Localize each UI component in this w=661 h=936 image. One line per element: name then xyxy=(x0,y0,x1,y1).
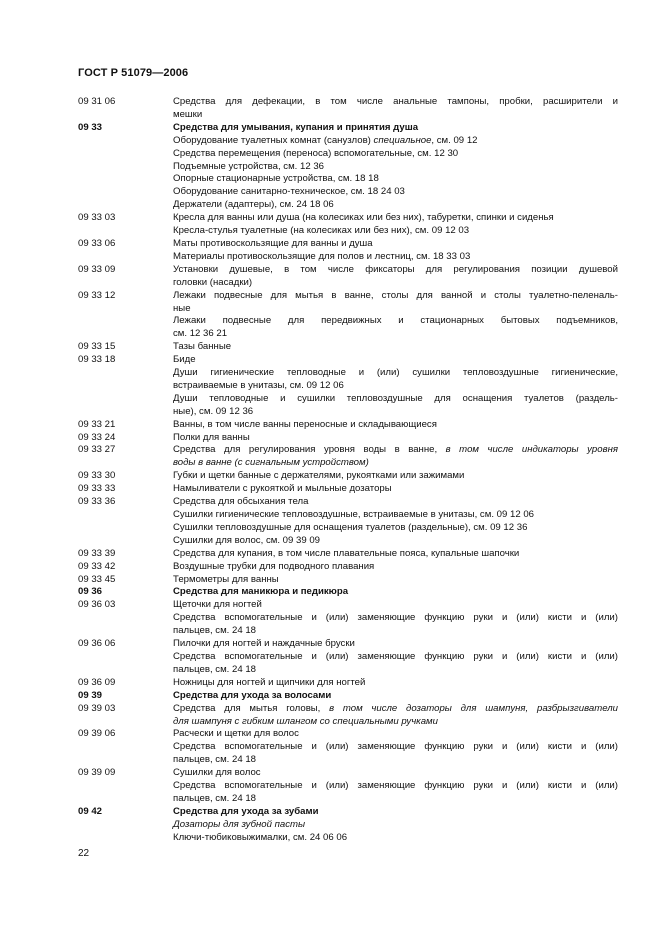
list-item xyxy=(78,96,618,122)
entry-code: 09 36 06 xyxy=(78,638,116,650)
entry-line-text: Термометры для ванны xyxy=(173,573,279,585)
entry-text xyxy=(173,212,618,238)
entry-text xyxy=(173,496,618,548)
entry-code: 09 36 xyxy=(78,586,103,598)
entry-code: 09 33 36 xyxy=(78,496,116,508)
page-number: 22 xyxy=(78,848,90,859)
entry-line xyxy=(173,225,618,238)
entry-line xyxy=(173,586,618,599)
entry-line xyxy=(173,522,618,535)
entry-code: 09 33 21 xyxy=(78,418,116,430)
entry-line-text: Опорные стационарные устройства, см. 18 18 xyxy=(173,173,379,185)
entry-line xyxy=(173,444,618,457)
entry-line xyxy=(173,96,618,109)
entry-line-italic: в том числе дозаторы для шампуня, разбрызгиватели xyxy=(329,702,618,714)
entry-line-text: пальцев, см. 24 18 xyxy=(173,754,257,766)
entry-line-text: Пилочки для ногтей и наждачные бруски xyxy=(173,638,355,650)
entry-line-text: Средства для регулирования уровня воды в ванне, xyxy=(173,444,446,456)
entry-line-text: пальцев, см. 24 18 xyxy=(173,663,257,675)
entry-line-text: Установки душевые, в том числе фиксаторы для регулирования позиции душевой xyxy=(173,263,618,275)
entry-line xyxy=(173,264,618,277)
list-item xyxy=(78,586,618,599)
entry-code: 09 33 18 xyxy=(78,354,116,366)
entry-line xyxy=(173,561,618,574)
entry-line-text: Держатели (адаптеры), см. 24 18 06 xyxy=(173,199,334,211)
entry-line-text: встраиваемые в унитазы, см. 09 12 06 xyxy=(173,379,344,391)
entry-line-text: пальцев, см. 24 18 xyxy=(173,792,257,804)
entry-line-text: Биде xyxy=(173,354,196,366)
entry-line xyxy=(173,341,618,354)
entry-code: 09 42 xyxy=(78,805,103,817)
entry-text xyxy=(173,561,618,574)
entry-line-text: Средства для умывания, купания и принятия душа xyxy=(173,121,419,133)
entry-line xyxy=(173,574,618,587)
entry-line-text: Средства для купания, в том числе плавательные пояса, купальные шапочки xyxy=(173,547,520,559)
entry-line xyxy=(173,496,618,509)
list-item xyxy=(78,354,618,419)
entry-line xyxy=(173,728,618,741)
list-item xyxy=(78,238,618,264)
entry-line-text: Средства перемещения (переноса) вспомогательные, см. 12 30 xyxy=(173,147,459,159)
entry-line-text: Маты противоскользящие для ванны и душа xyxy=(173,237,373,249)
entry-line-text: Лежаки подвесные для передвижных и стационарных бытовых подъемников, xyxy=(173,315,618,327)
entry-code: 09 33 27 xyxy=(78,444,116,456)
list-item xyxy=(78,122,618,212)
entry-line-text: Средства вспомогательные и (или) заменяющие функцию руки и (или) кисти и (или) xyxy=(173,741,618,753)
entry-text xyxy=(173,354,618,419)
list-item xyxy=(78,690,618,703)
list-item xyxy=(78,432,618,445)
entry-line-text: Ключи-тюбиковыжималки, см. 24 06 06 xyxy=(173,831,348,843)
list-item xyxy=(78,806,618,845)
entry-line-text: Средства для маникюра и педикюра xyxy=(173,586,349,598)
entry-line-text: ные xyxy=(173,302,191,314)
entry-text xyxy=(173,703,618,729)
entry-line-text: Подъемные устройства, см. 12 36 xyxy=(173,160,325,172)
entry-line-text: Сушилки тепловоздушные для оснащения туалетов (раздельные), см. 09 12 36 xyxy=(173,521,528,533)
entry-text xyxy=(173,483,618,496)
entry-line xyxy=(173,741,618,754)
entry-line xyxy=(173,290,618,303)
entry-line xyxy=(173,315,618,328)
entry-line-text: Средства вспомогательные и (или) заменяющие функцию руки и (или) кисти и (или) xyxy=(173,612,618,624)
entry-line-text: Сушилки для волос xyxy=(173,767,261,779)
entry-line-text: Средства для ухода за зубами xyxy=(173,805,319,817)
entry-line xyxy=(173,277,618,290)
entry-code: 09 33 42 xyxy=(78,560,116,572)
list-item xyxy=(78,728,618,767)
entry-text xyxy=(173,586,618,599)
entry-line-text: Души тепловодные и сушилки тепловоздушные для оснащения туалетов (раздель- xyxy=(173,392,618,404)
entry-line xyxy=(173,109,618,122)
entry-line xyxy=(173,793,618,806)
entry-line-italic: специальное xyxy=(373,134,432,146)
entry-line xyxy=(173,716,618,729)
entry-line-text: Лежаки подвесные для мытья в ванне, столы для ванной и столы туалетно-пеленаль- xyxy=(173,289,618,301)
document-header: ГОСТ Р 51079—2006 xyxy=(78,67,189,79)
entry-line xyxy=(173,651,618,664)
list-item xyxy=(78,677,618,690)
entry-line-text: Губки и щетки банные с держателями, рукоятками или зажимами xyxy=(173,470,465,482)
entry-line xyxy=(173,754,618,767)
entry-text xyxy=(173,548,618,561)
entry-line xyxy=(173,419,618,432)
entry-line xyxy=(173,677,618,690)
entry-line xyxy=(173,212,618,225)
entry-line xyxy=(173,690,618,703)
entry-line-text: ные), см. 09 12 36 xyxy=(173,405,254,417)
entry-line-text: Полки для ванны xyxy=(173,431,250,443)
list-item xyxy=(78,444,618,470)
entry-code: 09 39 03 xyxy=(78,702,116,714)
entry-line-text: Средства для мытья головы, xyxy=(173,702,330,714)
entry-line-italic: Дозаторы для зубной пасты xyxy=(173,818,306,830)
entry-line-text: головки (насадки) xyxy=(173,276,253,288)
entry-line-italic: в том числе индикаторы уровня xyxy=(445,444,618,456)
entry-line xyxy=(173,148,618,161)
entry-code: 09 31 06 xyxy=(78,96,116,107)
entry-line xyxy=(173,367,618,380)
entry-line xyxy=(173,819,618,832)
entry-text xyxy=(173,690,618,703)
entry-line xyxy=(173,599,618,612)
entry-line-text: Средства вспомогательные и (или) заменяющие функцию руки и (или) кисти и (или) xyxy=(173,650,618,662)
entry-line-text: Средства для ухода за волосами xyxy=(173,689,332,701)
entry-line xyxy=(173,406,618,419)
entry-line xyxy=(173,135,618,148)
entry-line-text: Души гигиенические тепловодные и (или) сушилки тепловоздушные гигиенические, xyxy=(173,367,618,379)
entry-text xyxy=(173,341,618,354)
entry-line xyxy=(173,432,618,445)
entry-line xyxy=(173,173,618,186)
list-item xyxy=(78,638,618,677)
entry-line-text: пальцев, см. 24 18 xyxy=(173,625,257,637)
list-item xyxy=(78,561,618,574)
entry-line xyxy=(173,509,618,522)
entry-line-text: Кресла-стулья туалетные (на колесиках или без них), см. 09 12 03 xyxy=(173,225,470,237)
entry-code: 09 33 15 xyxy=(78,341,116,353)
entry-line-text: Ванны, в том числе ванны переносные и складывающиеся xyxy=(173,418,437,430)
entry-line xyxy=(173,161,618,174)
list-item xyxy=(78,419,618,432)
entry-code: 09 33 30 xyxy=(78,470,116,482)
entry-line-text: Оборудование туалетных комнат (санузлов) xyxy=(173,134,374,146)
entry-line-text: Сушилки для волос, см. 09 39 09 xyxy=(173,534,321,546)
entry-line-text: Оборудование санитарно-техническое, см. 18 24 03 xyxy=(173,186,405,198)
entry-line-text: Средства вспомогательные и (или) заменяющие функцию руки и (или) кисти и (или) xyxy=(173,780,618,792)
entry-text xyxy=(173,444,618,470)
entry-code: 09 33 12 xyxy=(78,289,116,301)
entry-text xyxy=(173,264,618,290)
list-item xyxy=(78,767,618,806)
entry-line-italic: воды в ванне (с сигнальным устройством) xyxy=(173,457,369,469)
list-item xyxy=(78,574,618,587)
entry-code: 09 33 xyxy=(78,121,103,133)
entry-text xyxy=(173,419,618,432)
entry-line xyxy=(173,328,618,341)
entry-line-italic: для шампуня с гибким шлангом со специальными ручками xyxy=(173,715,438,727)
entry-line-text: Ножницы для ногтей и щипчики для ногтей xyxy=(173,676,366,688)
entry-line xyxy=(173,251,618,264)
entry-line xyxy=(173,703,618,716)
entry-text xyxy=(173,238,618,264)
entry-line xyxy=(173,625,618,638)
entry-line xyxy=(173,767,618,780)
entry-line xyxy=(173,483,618,496)
entry-text xyxy=(173,470,618,483)
entry-line-text: Средства для дефекации, в том числе анальные тампоны, пробки, расширители и xyxy=(173,96,618,107)
entry-line-text: Кресла для ванны или душа (на колесиках или без них), табуретки, спинки и сиденья xyxy=(173,212,554,224)
entry-text xyxy=(173,599,618,638)
entry-code: 09 33 03 xyxy=(78,212,116,224)
list-item xyxy=(78,290,618,342)
entry-text xyxy=(173,806,618,845)
entry-line-text: Средства для обсыхания тела xyxy=(173,496,309,508)
entry-line xyxy=(173,664,618,677)
list-item xyxy=(78,212,618,238)
entry-line xyxy=(173,638,618,651)
entry-line xyxy=(173,303,618,316)
entry-code: 09 33 06 xyxy=(78,237,116,249)
entry-code: 09 33 33 xyxy=(78,483,116,495)
entry-line-text: Расчески и щетки для волос xyxy=(173,728,299,740)
entry-code: 09 36 09 xyxy=(78,676,116,688)
entry-code: 09 39 xyxy=(78,689,103,701)
entry-line xyxy=(173,354,618,367)
entry-line-text: см. 12 36 21 xyxy=(173,328,228,340)
list-item xyxy=(78,264,618,290)
entry-line xyxy=(173,548,618,561)
list-item xyxy=(78,496,618,548)
entry-text xyxy=(173,574,618,587)
list-item xyxy=(78,483,618,496)
entry-line xyxy=(173,612,618,625)
list-item xyxy=(78,470,618,483)
entry-line xyxy=(173,535,618,548)
entry-code: 09 33 45 xyxy=(78,573,116,585)
entry-line xyxy=(173,470,618,483)
entry-code: 09 33 09 xyxy=(78,263,116,275)
entry-text xyxy=(173,96,618,122)
entry-line xyxy=(173,806,618,819)
entry-text xyxy=(173,290,618,342)
entry-text xyxy=(173,638,618,677)
entry-line xyxy=(173,186,618,199)
entry-text xyxy=(173,432,618,445)
entry-line-text: , см. 09 12 xyxy=(431,134,478,146)
entry-code: 09 39 09 xyxy=(78,767,116,779)
entry-line-text: Щеточки для ногтей xyxy=(173,599,262,611)
list-item xyxy=(78,703,618,729)
list-item xyxy=(78,341,618,354)
entry-text xyxy=(173,677,618,690)
entry-code: 09 39 06 xyxy=(78,728,116,740)
entry-line xyxy=(173,832,618,845)
entry-line xyxy=(173,393,618,406)
classification-list xyxy=(78,96,618,845)
entry-line xyxy=(173,457,618,470)
entry-line xyxy=(173,122,618,135)
list-item xyxy=(78,548,618,561)
entry-line xyxy=(173,238,618,251)
entry-line-text: Тазы банные xyxy=(173,341,232,353)
entry-line xyxy=(173,780,618,793)
entry-line-text: Воздушные трубки для подводного плавания xyxy=(173,560,375,572)
entry-text xyxy=(173,767,618,806)
entry-line-text: Материалы противоскользящие для полов и лестниц, см. 18 33 03 xyxy=(173,250,471,262)
entry-line-text: Намыливатели с рукояткой и мыльные дозаторы xyxy=(173,483,392,495)
entry-line xyxy=(173,380,618,393)
entry-code: 09 33 24 xyxy=(78,431,116,443)
list-item xyxy=(78,599,618,638)
entry-text xyxy=(173,122,618,212)
entry-line xyxy=(173,199,618,212)
entry-text xyxy=(173,728,618,767)
entry-line-text: мешки xyxy=(173,108,203,120)
entry-code: 09 33 39 xyxy=(78,547,116,559)
entry-line-text: Сушилки гигиенические тепловоздушные, встраиваемые в унитазы, см. 09 12 06 xyxy=(173,509,534,520)
entry-code: 09 36 03 xyxy=(78,599,116,611)
